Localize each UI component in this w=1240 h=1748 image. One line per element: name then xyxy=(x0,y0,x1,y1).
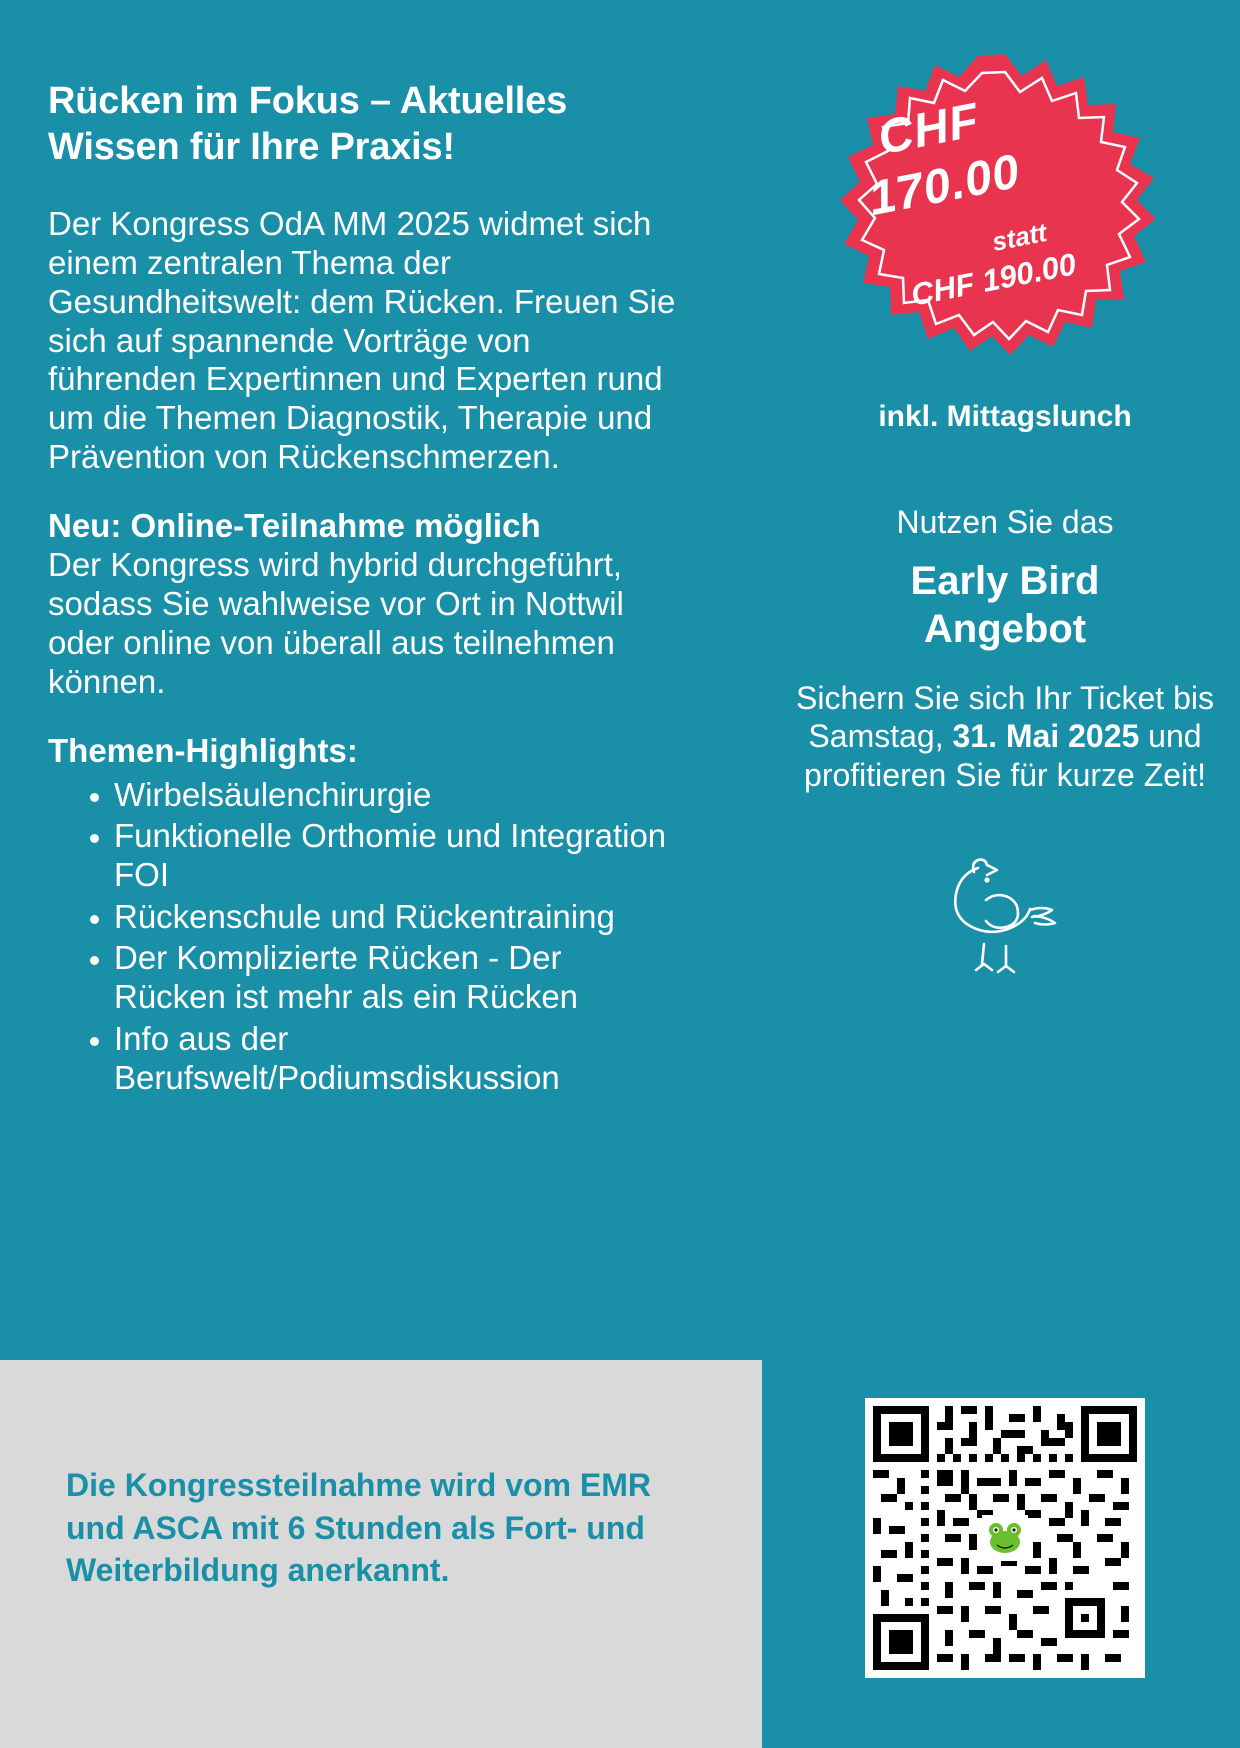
highlights-list xyxy=(48,775,682,1097)
qr-code[interactable] xyxy=(865,1398,1145,1678)
early-bird-title-line2: Angebot xyxy=(923,607,1087,651)
frog-logo xyxy=(982,1515,1028,1561)
deadline-text-before: Sichern Sie sich Ihr Ticket bis Samstag, xyxy=(796,680,1214,755)
list-item: • Info aus der Berufswelt/Podiumsdiskussion xyxy=(114,1019,682,1098)
left-content-panel xyxy=(0,0,762,1352)
list-item: • Der Komplizierte Rücken - Der Rücken ist mehr als ein Rücken xyxy=(114,938,682,1017)
deadline-text xyxy=(796,679,1214,794)
list-item: • Funktionelle Orthomie und Integration FOI xyxy=(114,816,682,895)
bird-illustration xyxy=(796,854,1214,979)
badge-statt-label: statt xyxy=(989,217,1050,257)
badge-price: 170.00 xyxy=(864,144,1025,227)
early-bird-title xyxy=(796,557,1214,653)
online-participation-heading: Neu: Online-Teilnahme möglich xyxy=(48,507,541,545)
right-offer-panel xyxy=(770,0,1240,1352)
deadline-date: 31. Mai 2025 xyxy=(952,718,1140,755)
frog-icon xyxy=(985,1520,1025,1556)
badge-currency: CHF xyxy=(873,93,984,166)
highlights-heading: Themen-Highlights: xyxy=(48,731,358,769)
lunch-note: inkl. Mittagslunch xyxy=(878,400,1132,433)
qr-panel xyxy=(770,1360,1240,1748)
price-badge xyxy=(840,50,1170,380)
intro-paragraph: Der Kongress OdA MM 2025 widmet sich einem zentralen Thema der Gesundheitswelt: dem Rücken. Freuen Sie sich auf spannende Vorträge von führenden Expertinnen und Experten rund um die Themen Diagnostik, Therapie und Prävention von Rückenschmerzen. xyxy=(48,204,676,476)
early-bird-title-line1: Early Bird xyxy=(910,559,1100,603)
accreditation-panel xyxy=(0,1360,762,1748)
deadline-text-after: und profitieren Sie für kurze Zeit! xyxy=(804,718,1206,793)
list-item: • Rückenschule und Rückentraining xyxy=(114,897,682,936)
badge-old-price: CHF 190.00 xyxy=(908,246,1079,313)
page-title: Rücken im Fokus – Aktuelles Wissen für Ihre Praxis! xyxy=(48,80,568,169)
online-participation-text: Der Kongress wird hybrid durchgeführt, sodass Sie wahlweise vor Ort in Nottwil oder online von überall aus teilnehmen können. xyxy=(48,546,624,701)
list-item: • Wirbelsäulenchirurgie xyxy=(114,775,682,814)
bird-icon xyxy=(930,854,1080,974)
price-badge-text xyxy=(840,50,1170,380)
accreditation-text: Die Kongressteilnahme wird vom EMR und ASCA mit 6 Stunden als Fort- und Weiterbildung anerkannt. xyxy=(66,1467,652,1589)
offer-lead-in: Nutzen Sie das xyxy=(896,504,1114,540)
